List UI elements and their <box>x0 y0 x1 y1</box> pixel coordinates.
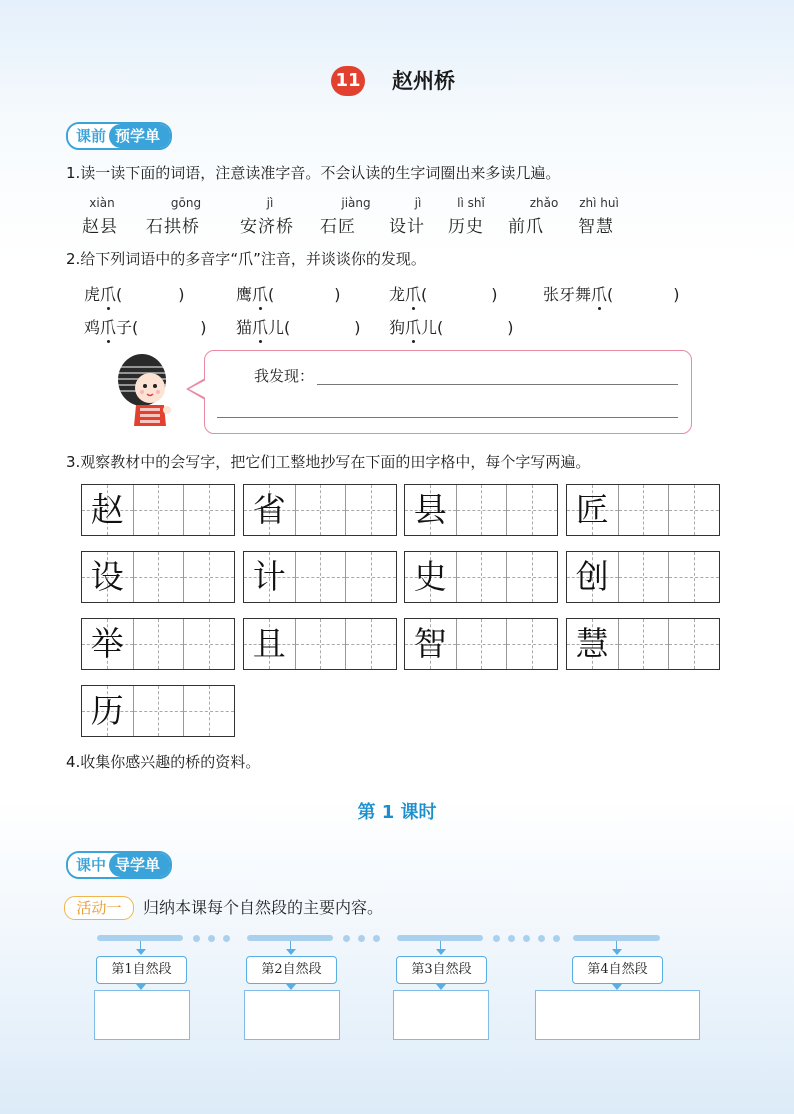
sample-char: 匠 <box>575 490 609 529</box>
grid-cell[interactable] <box>345 485 396 535</box>
grid-cell-sample <box>82 686 133 736</box>
pinyin-2: gōng <box>170 196 202 210</box>
grid-cell[interactable] <box>618 485 669 535</box>
grid-cell[interactable] <box>456 619 507 669</box>
paragraph-label-1: 第1自然段 <box>96 956 187 984</box>
writing-grid-12[interactable] <box>566 618 720 670</box>
sample-char: 创 <box>575 557 609 596</box>
dotted-char: 爪 <box>591 282 607 305</box>
pinyin-1: xiàn <box>89 196 115 210</box>
paragraph-label-4: 第4自然段 <box>572 956 663 984</box>
pinyin-3: jì <box>266 196 274 210</box>
sample-char: 且 <box>252 624 286 663</box>
answer-line-1[interactable] <box>317 384 678 385</box>
word-8: 智慧 <box>578 217 614 237</box>
sample-char: 计 <box>252 557 286 596</box>
item-suffix: 儿 <box>268 318 285 337</box>
word-1: 赵县 <box>82 217 118 237</box>
grid-cell-sample <box>244 485 295 535</box>
flow-dot <box>358 935 365 942</box>
grid-cell[interactable] <box>295 552 346 602</box>
sample-char: 设 <box>90 557 124 596</box>
sample-char: 举 <box>90 624 124 663</box>
paragraph-label-3: 第3自然段 <box>396 956 487 984</box>
grid-cell[interactable] <box>506 552 557 602</box>
writing-grid-11[interactable] <box>404 618 558 670</box>
section-tag-left: 课前 <box>68 124 109 148</box>
sample-char: 省 <box>252 490 286 529</box>
item-prefix: 虎 <box>84 285 101 304</box>
writing-grid-10[interactable] <box>243 618 397 670</box>
arrow-down-icon <box>436 949 446 955</box>
paragraph-answer-box-3[interactable] <box>393 990 489 1040</box>
flow-dot <box>523 935 530 942</box>
polyphone-item-2: 鹰爪( ) <box>236 282 341 305</box>
sample-char: 历 <box>90 691 124 730</box>
grid-cell[interactable] <box>183 686 234 736</box>
item-prefix: 鹰 <box>236 285 253 304</box>
arrow-down-icon <box>136 949 146 955</box>
flow-dot <box>193 935 200 942</box>
dotted-char: 爪 <box>100 315 116 338</box>
section-tag-preview <box>66 122 172 150</box>
girl-illustration-icon <box>112 350 182 434</box>
question-3: 3.观察教材中的会写字，把它们工整地抄写在下面的田字格中，每个字写两遍。 <box>66 453 591 471</box>
flow-dot <box>223 935 230 942</box>
dotted-char: 爪 <box>405 315 421 338</box>
grid-cell-sample <box>567 619 618 669</box>
writing-grid-3[interactable] <box>404 484 558 536</box>
grid-cell-sample <box>82 552 133 602</box>
grid-cell[interactable] <box>618 552 669 602</box>
grid-cell-sample <box>567 485 618 535</box>
dotted-char: 爪 <box>405 282 421 305</box>
page-title: 赵州桥 <box>392 69 455 93</box>
item-prefix: 猫 <box>236 318 253 337</box>
writing-grid-6[interactable] <box>243 551 397 603</box>
word-3: 安济桥 <box>240 217 294 237</box>
flow-dot <box>508 935 515 942</box>
sample-char: 赵 <box>90 490 124 529</box>
grid-cell[interactable] <box>133 686 184 736</box>
question-1: 1.读一读下面的词语，注意读准字音。不会认读的生字词圈出来多读几遍。 <box>66 164 561 182</box>
grid-cell-sample <box>405 552 456 602</box>
flow-dot <box>343 935 350 942</box>
section-tag-right: 导学单 <box>109 853 170 877</box>
grid-cell[interactable] <box>295 485 346 535</box>
word-6: 历史 <box>448 217 484 237</box>
lesson-number-badge: 11 <box>331 66 365 96</box>
flow-dot <box>208 935 215 942</box>
dotted-char: 爪 <box>252 315 268 338</box>
polyphone-item-1: 虎爪( ) <box>84 282 185 305</box>
sample-char: 县 <box>413 490 447 529</box>
sample-char: 慧 <box>575 624 609 663</box>
flow-dot <box>493 935 500 942</box>
answer-line-2[interactable] <box>217 417 678 418</box>
writing-grid-13[interactable] <box>81 685 235 737</box>
pinyin-4: jiàng <box>341 196 371 210</box>
arrow-down-icon <box>612 949 622 955</box>
word-2: 石拱桥 <box>146 217 200 237</box>
discovery-bubble <box>204 350 692 434</box>
grid-cell[interactable] <box>618 619 669 669</box>
grid-cell[interactable] <box>133 619 184 669</box>
word-7: 前爪 <box>508 217 544 237</box>
grid-cell-sample <box>244 619 295 669</box>
polyphone-item-6: 猫爪儿( ) <box>236 315 361 338</box>
discovery-label: 我发现： <box>254 367 315 385</box>
section-tag-right: 预学单 <box>109 124 170 148</box>
polyphone-item-3: 龙爪( ) <box>389 282 498 305</box>
section-tag-guide <box>66 851 172 879</box>
item-suffix: 儿 <box>421 318 438 337</box>
grid-cell[interactable] <box>668 485 719 535</box>
sample-char: 史 <box>413 557 447 596</box>
grid-cell[interactable] <box>183 485 234 535</box>
grid-cell[interactable] <box>295 619 346 669</box>
grid-cell[interactable] <box>133 485 184 535</box>
grid-cell[interactable] <box>183 552 234 602</box>
bubble-tail-fill <box>189 380 206 398</box>
activity-instruction: 归纳本课每个自然段的主要内容。 <box>143 898 384 917</box>
item-suffix: 子 <box>116 318 133 337</box>
grid-cell[interactable] <box>506 485 557 535</box>
paragraph-answer-box-2[interactable] <box>244 990 340 1040</box>
grid-cell[interactable] <box>345 619 396 669</box>
flow-dot <box>538 935 545 942</box>
grid-cell[interactable] <box>456 552 507 602</box>
pinyin-6: lì shǐ <box>457 196 485 210</box>
pinyin-5: jì <box>414 196 422 210</box>
question-2: 2.给下列词语中的多音字“爪”注音，并谈谈你的发现。 <box>66 250 426 268</box>
sample-char: 智 <box>413 624 447 663</box>
grid-cell[interactable] <box>506 619 557 669</box>
writing-grid-1[interactable] <box>81 484 235 536</box>
grid-cell-sample <box>405 619 456 669</box>
item-prefix: 狗 <box>389 318 406 337</box>
polyphone-item-7: 狗爪儿( ) <box>389 315 514 338</box>
arrow-down-icon <box>286 949 296 955</box>
grid-cell[interactable] <box>668 619 719 669</box>
lesson-period-title: 第 1 课时 <box>357 802 437 823</box>
question-4: 4.收集你感兴趣的桥的资料。 <box>66 753 261 771</box>
grid-cell-sample <box>244 552 295 602</box>
grid-cell[interactable] <box>183 619 234 669</box>
writing-grid-4[interactable] <box>566 484 720 536</box>
grid-cell-sample <box>82 485 133 535</box>
grid-cell-sample <box>567 552 618 602</box>
grid-cell[interactable] <box>668 552 719 602</box>
polyphone-item-5: 鸡爪子( ) <box>84 315 207 338</box>
dotted-char: 爪 <box>252 282 268 305</box>
paragraph-answer-box-4[interactable] <box>535 990 700 1040</box>
writing-grid-2[interactable] <box>243 484 397 536</box>
activity-tag: 活动一 <box>64 896 134 920</box>
grid-cell-sample <box>82 619 133 669</box>
item-prefix: 张牙舞 <box>543 285 592 304</box>
polyphone-item-4: 张牙舞爪( ) <box>543 282 680 305</box>
grid-cell[interactable] <box>345 552 396 602</box>
section-tag-left: 课中 <box>68 853 109 877</box>
pinyin-7: zhǎo <box>529 196 559 210</box>
writing-grid-9[interactable] <box>81 618 235 670</box>
grid-cell[interactable] <box>133 552 184 602</box>
grid-cell-sample <box>405 485 456 535</box>
item-prefix: 鸡 <box>84 318 101 337</box>
writing-grid-5[interactable] <box>81 551 235 603</box>
paragraph-label-2: 第2自然段 <box>246 956 337 984</box>
flow-dot <box>373 935 380 942</box>
word-4: 石匠 <box>320 217 356 237</box>
dotted-char: 爪 <box>100 282 116 305</box>
paragraph-answer-box-1[interactable] <box>94 990 190 1040</box>
writing-grid-8[interactable] <box>566 551 720 603</box>
grid-cell[interactable] <box>456 485 507 535</box>
writing-grid-7[interactable] <box>404 551 558 603</box>
pinyin-8: zhì huì <box>579 196 619 210</box>
word-5: 设计 <box>389 217 425 237</box>
item-prefix: 龙 <box>389 285 406 304</box>
flow-dot <box>553 935 560 942</box>
